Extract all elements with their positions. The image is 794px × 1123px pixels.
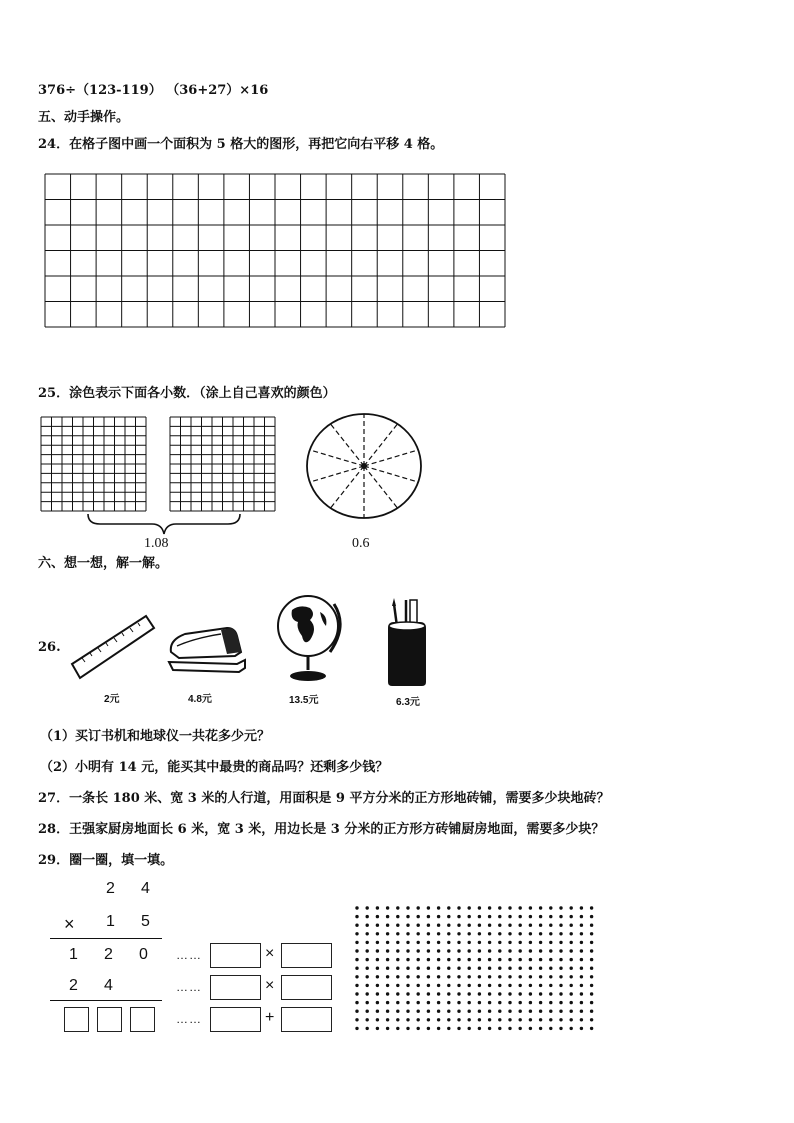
price-stapler: 4.8元 <box>188 694 212 705</box>
section-six-heading: 六、想一想，解一解。 <box>38 556 169 571</box>
calc-expressions: 376÷（123-119） （36+27）×16 <box>38 83 269 98</box>
ruler-icon <box>70 612 156 682</box>
hundred-grid-left[interactable] <box>40 416 147 512</box>
divider-line <box>50 1000 162 1001</box>
mult-digit: 1 <box>106 913 115 930</box>
fill-box[interactable] <box>281 943 332 968</box>
fill-box[interactable] <box>210 975 261 1000</box>
question-29: 29．圈一圈，填一填。 <box>38 853 174 868</box>
mult-digit: 4 <box>141 880 150 897</box>
multiply-sign: × <box>64 914 75 934</box>
fill-box[interactable] <box>281 1007 332 1032</box>
times-sign: × <box>265 977 275 994</box>
question-26-part-1: （1）买订书机和地球仪一共花多少元？ <box>40 729 271 744</box>
grid-q24[interactable] <box>44 173 506 328</box>
globe-icon <box>270 592 348 686</box>
answer-box[interactable] <box>130 1007 155 1032</box>
question-27: 27．一条长 180 米、宽 3 米的人行道，用面积是 9 平方分米的正方形地砖铺，需要多少块地砖？ <box>38 791 610 806</box>
question-26-number: 26. <box>38 640 61 655</box>
fill-box[interactable] <box>210 1007 261 1032</box>
divided-circle[interactable] <box>305 412 423 520</box>
mult-digit: 2 <box>69 977 78 994</box>
mult-digit: 4 <box>104 977 113 994</box>
question-28: 28．王强家厨房地面长 6 米，宽 3 米，用边长是 3 分米的正方形方砖铺厨房地面，需要多少块？ <box>38 822 605 837</box>
hundred-grid-right[interactable] <box>169 416 276 512</box>
label-0-6: 0.6 <box>352 536 370 551</box>
mult-digit: 2 <box>106 880 115 897</box>
price-globe: 13.5元 <box>289 695 319 706</box>
price-pen-holder: 6.3元 <box>396 697 420 708</box>
mult-digit: 1 <box>69 946 78 963</box>
question-25: 25．涂色表示下面各小数．（涂上自己喜欢的颜色） <box>38 386 336 401</box>
answer-box[interactable] <box>97 1007 122 1032</box>
ellipsis: …… <box>176 980 202 994</box>
label-1-08: 1.08 <box>144 536 169 551</box>
brace-under-grids <box>86 512 242 538</box>
stapler-icon <box>165 622 251 678</box>
dot-array[interactable] <box>354 905 602 1035</box>
section-five-heading: 五、动手操作。 <box>38 110 130 125</box>
pen-holder-icon <box>380 594 436 690</box>
price-ruler: 2元 <box>104 694 120 705</box>
answer-box[interactable] <box>64 1007 89 1032</box>
plus-sign: + <box>265 1009 275 1026</box>
question-24: 24．在格子图中画一个面积为 5 格大的图形，再把它向右平移 4 格。 <box>38 137 444 152</box>
ellipsis: …… <box>176 1012 202 1026</box>
fill-box[interactable] <box>281 975 332 1000</box>
mult-digit: 5 <box>141 913 150 930</box>
mult-digit: 2 <box>104 946 113 963</box>
question-26-part-2: （2）小明有 14 元，能买其中最贵的商品吗？还剩多少钱？ <box>40 760 389 775</box>
ellipsis: …… <box>176 948 202 962</box>
fill-box[interactable] <box>210 943 261 968</box>
mult-digit: 0 <box>139 946 148 963</box>
times-sign: × <box>265 945 275 962</box>
divider-line <box>50 938 162 939</box>
